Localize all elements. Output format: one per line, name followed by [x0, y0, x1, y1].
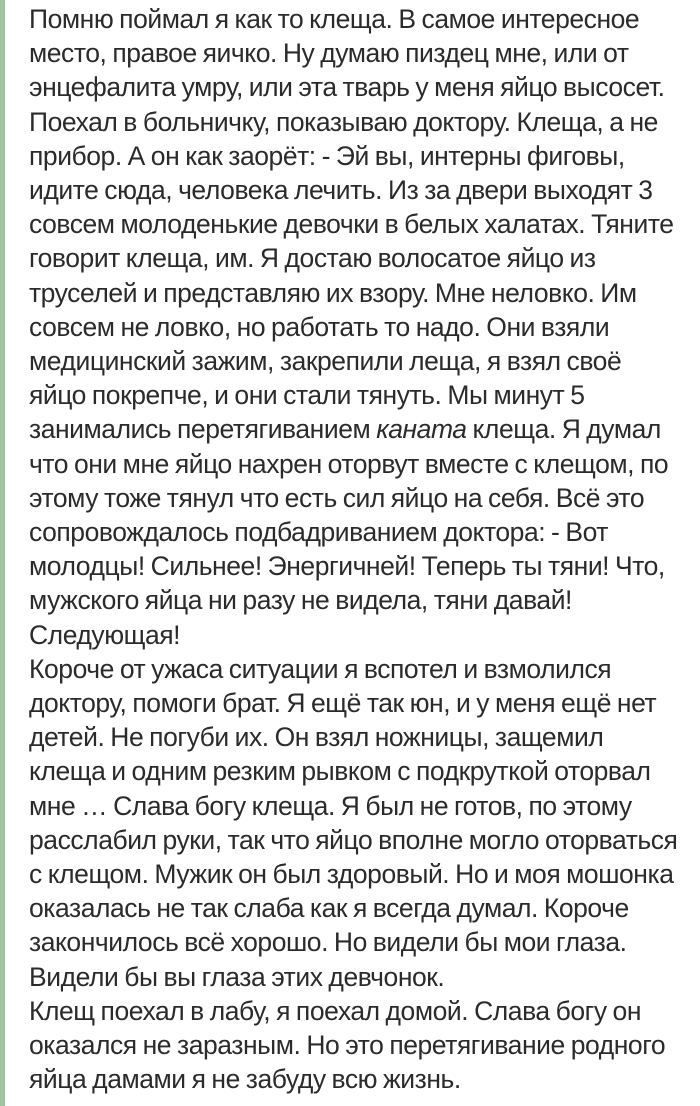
text-line: этому тоже тянул что есть сил яйцо на себя. Всё это	[29, 482, 645, 513]
text-line: совсем не ловко, но работать то надо. Они взяли	[29, 311, 610, 342]
text-line: идите сюда, человека лечить. Из за двери выходят 3	[29, 175, 653, 206]
text-line: яйца дамами я не забуду всю жизнь.	[29, 1064, 461, 1095]
text-line: с клещом. Мужик он был здоровый. Но и моя мошонка	[29, 859, 674, 890]
text-line: совсем молоденькие девочки в белых халатах. Тяните	[29, 209, 674, 240]
text-segment: клеща. Я думал	[466, 414, 661, 445]
text-line: Помню поймал я как то клеща. В самое интересное	[29, 4, 640, 34]
text-line: оказалась не так слаба как я всегда думал. Короче	[29, 893, 629, 924]
text-line: Следующая!	[29, 619, 181, 650]
text-line: сопровождалось подбадриванием доктора: - Вот	[29, 517, 608, 548]
text-line: труселей и представляю их взору. Мне неловко. Им	[29, 277, 637, 308]
text-line: детей. Не погуби их. Он взял ножницы, защемил	[29, 722, 604, 753]
text-line: клеща и одним резким рывком с подкруткой оторвал	[29, 756, 651, 787]
text-line: место, правое яичко. Ну думаю пиздец мне, или от	[29, 38, 629, 69]
text-line: мужского яйца ни разу не видела, тяни давай!	[29, 585, 572, 616]
text-line: Поехал в больничку, показываю доктору. Клеща, а не	[29, 106, 658, 137]
text-line: Видели бы вы глаза этих девчонок.	[29, 961, 445, 992]
text-line: Клещ поехал в лабу, я поехал домой. Слава богу он	[29, 995, 642, 1026]
text-line: что они мне яйцо нахрен оторвут вместе с клещом, по	[29, 448, 669, 479]
text-segment: занимались перетягиванием	[29, 414, 377, 445]
text-line: закончилось всё хорошо. Но видели бы мои глаза.	[29, 927, 627, 958]
text-line: доктору, помоги брат. Я ещё так юн, и у меня ещё нет	[29, 688, 657, 719]
text-line: энцефалита умру, или эта тварь у меня яйцо высосет.	[29, 72, 665, 103]
text-line-with-italic	[29, 412, 690, 446]
text-line: говорит клеща, им. Я достаю волосатое яйцо из	[29, 243, 596, 274]
text-line: яйцо покрепче, и они стали тянуть. Мы минут 5	[29, 380, 585, 411]
text-line: Короче от ужаса ситуации я вспотел и взмолился	[29, 653, 612, 684]
italic-word: каната	[376, 414, 467, 445]
text-line: медицинский зажим, закрепили леща, я взял своё	[29, 346, 622, 377]
text-line: молодцы! Сильнее! Энергичней! Теперь ты тяни! Что,	[29, 551, 665, 582]
text-line: оказался не заразным. Но это перетягивание родного	[29, 1030, 666, 1061]
text-line: расслабил руки, так что яйцо вполне могло оторваться	[29, 824, 678, 855]
text-line: мне … Слава богу клеща. Я был не готов, по этому	[29, 790, 632, 821]
text-line: прибор. А он как заорёт: - Эй вы, интерны фиговы,	[29, 140, 625, 171]
